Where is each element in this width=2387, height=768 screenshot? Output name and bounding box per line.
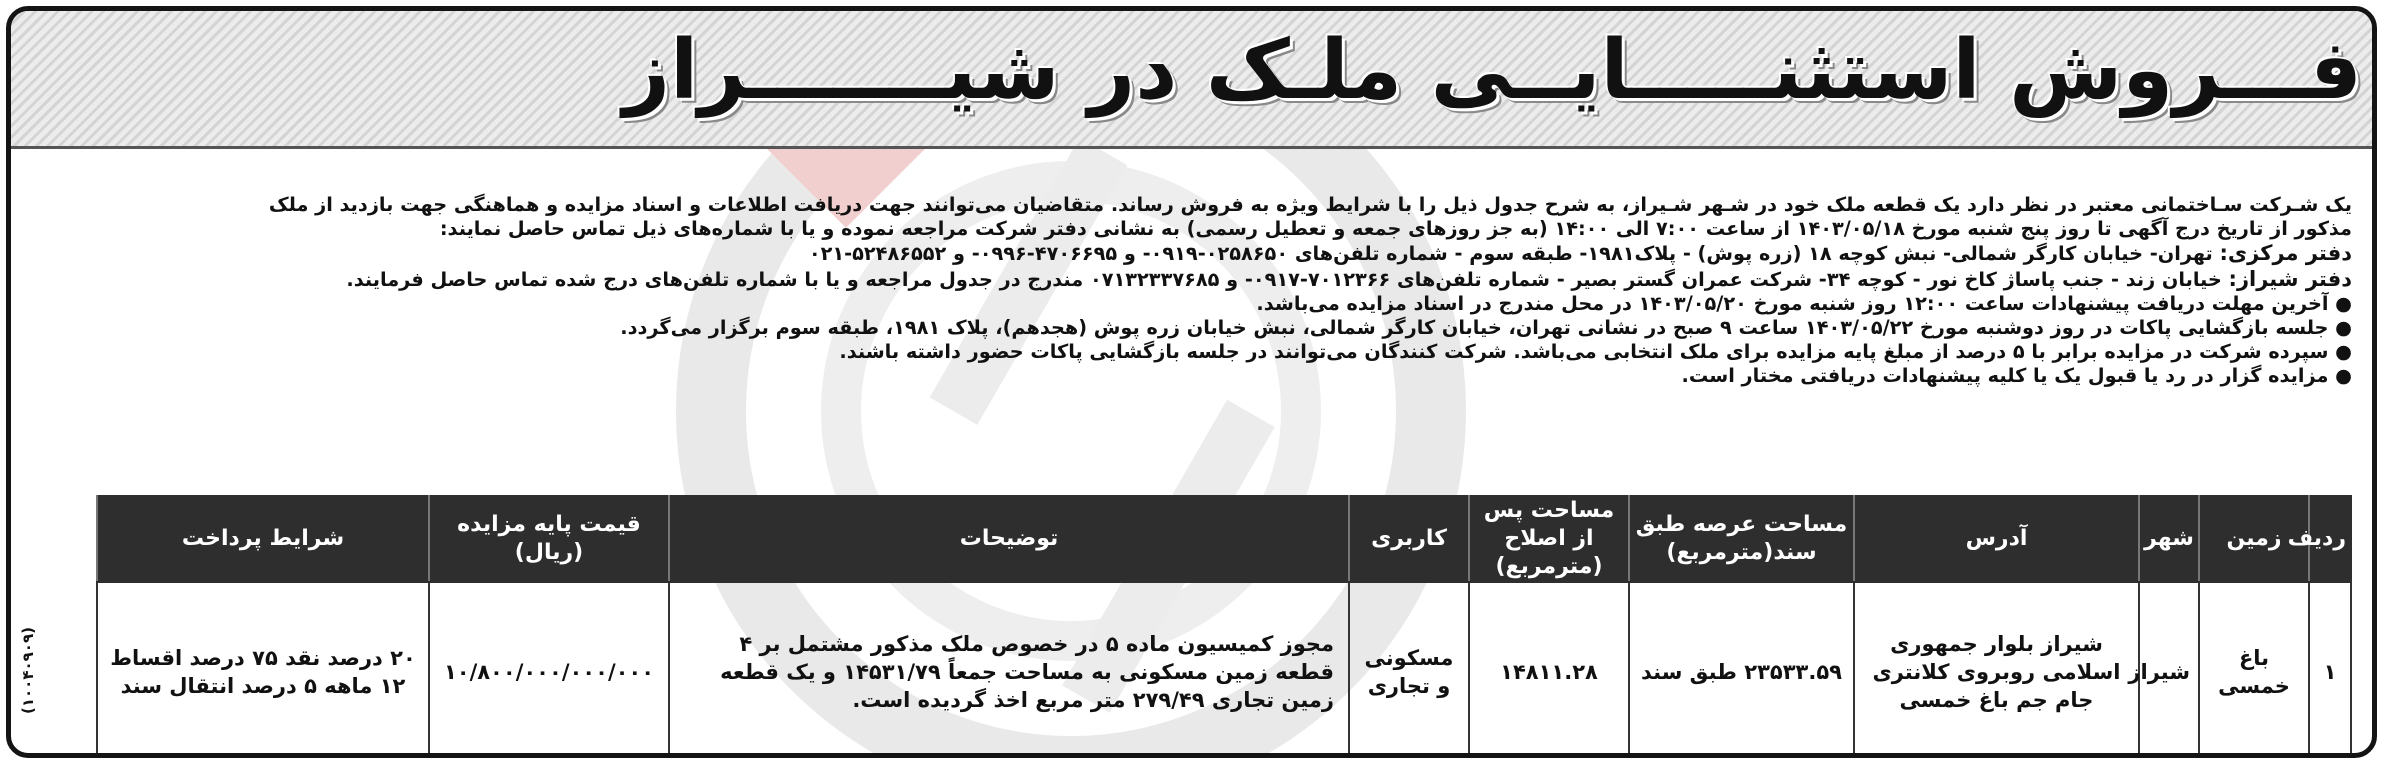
cell-row-number: ۱ <box>2309 582 2351 758</box>
cell-payment-terms: ۲۰ درصد نقد ۷۵ درصد اقساط ۱۲ ماهه ۵ درصد انتقال سند <box>97 582 429 758</box>
advertisement-frame <box>6 6 2377 758</box>
intro-line-2: مذکور از تاریخ درج آگهی تا روز پنج شنبه مورخ ۱۴۰۳/۰۵/۱۸ از ساعت ۷:۰۰ الی ۱۴:۰۰ (به جز روزهای جمعه و تعطیل رسمی) به نشانی دفتر شرکت مراجعه نموده و یا با شماره‌های ذیل تماس حاصل نمایند: <box>439 217 2352 241</box>
cell-address: شیراز بلوار جمهوری اسلامی روبروی کلانتری جام جم باغ خمسی <box>1854 582 2139 758</box>
cell-description: مجوز کمیسیون ماده ۵ در خصوص ملک مذکور مشتمل بر ۴ قطعه زمین مسکونی به مساحت جمعاً ۱۴۵۳۱/۷۹ و یک قطعه زمین تجاری ۲۷۹/۴۹ متر مربع اخذ گردیده است. <box>669 582 1349 758</box>
property-table <box>96 495 2352 758</box>
header-payment-terms: شرایط پرداخت <box>97 496 429 582</box>
header-area-after: مساحت پس از اصلاح (مترمربع) <box>1469 496 1629 582</box>
header-row-number: ردیف <box>2309 496 2351 582</box>
bullet-deadline: ● آخرین مهلت دریافت پیشنهادات ساعت ۱۲:۰۰ روز شنبه مورخ ۱۴۰۳/۰۵/۲۰ در محل مندرج در اسناد مزایده می‌باشد. <box>1256 291 2352 315</box>
intro-line-1: یک شـرکت سـاختمانی معتبر در نظر دارد یک قطعه ملک خود در شـهر شـیراز، به شرح جدول ذیل را با شرایط ویژه به فروش رساند. متقاضیان می‌توانند جهت دریافت اطلاعات و اسناد مزایده و هماهنگی جهت بازدید از ملک <box>268 193 2352 216</box>
header-usage: کاربری <box>1349 496 1469 582</box>
cell-deed-area: ۲۳۵۳۳.۵۹ طبق سند <box>1629 582 1854 758</box>
header-deed-area: مساحت عرصه طبق سند(مترمربع) <box>1629 496 1854 582</box>
table-header-row <box>97 496 2351 582</box>
header-address: آدرس <box>1854 496 2139 582</box>
shiraz-office-line <box>32 267 2352 292</box>
table-row <box>97 582 2351 758</box>
central-office-line <box>32 241 2352 266</box>
header-land: زمین <box>2199 496 2309 582</box>
title-band <box>11 11 2377 149</box>
central-office-label: دفتر مرکزی: <box>2219 241 2352 266</box>
ad-code: (۱۰۰۴۰۹۰۹) <box>19 627 37 715</box>
cell-area-after: ۱۴۸۱۱.۲۸ <box>1469 582 1629 758</box>
header-base-price: قیمت پایه مزایده (ریال) <box>429 496 669 582</box>
shiraz-office-label: دفتر شیراز: <box>2228 266 2352 291</box>
cell-city: شیراز <box>2139 582 2199 758</box>
bullet-opening-session: ● جلسه بازگشایی پاکات در روز دوشنبه مورخ ۱۴۰۳/۰۵/۲۲ ساعت ۹ صبح در نشانی تهران، خیابان کارگر شمالی، نبش خیابان زره پوش (هجدهم)، پلاک ۱۹۸۱، طبقه سوم برگزار می‌گردد. <box>620 316 2352 340</box>
header-description: توضیحات <box>669 496 1349 582</box>
announcement-body <box>32 193 2352 389</box>
central-office-text: تهران- خیابان کارگر شمالی- نبش کوچه ۱۸ (زره پوش) - پلاک۱۹۸۱- طبقه سوم - شماره تلفن‌های ۰۲۵۸۶۵۰-۰۹۱۹- و ۴۷۰۶۶۹۵-۰۹۹۶- و ۵۲۴۸۶۵۵۲-۰۲۱ <box>808 242 2213 266</box>
cell-land: باغ خمسی <box>2199 582 2309 758</box>
cell-base-price: ۱۰/۸۰۰/۰۰۰/۰۰۰/۰۰۰ <box>429 582 669 758</box>
shiraz-office-text: خیابان زند - جنب پاساژ کاخ نور - کوچه ۳۴- شرکت عمران گستر بصیر - شماره تلفن‌های ۷۰۱۲۳۶۶-۰۹۱۷- و ۰۷۱۳۲۳۳۷۶۸۵ مندرج در جدول مراجعه و یا با شماره تلفن‌های درج شده تماس حاصل فرمایند. <box>346 267 2222 291</box>
page-title: فـــروش استثنـــــایــی ملـک در شیـــــــراز <box>622 23 2362 118</box>
bullet-rights: ● مزایده گزار در رد یا قبول یک یا کلیه پیشنهادات دریافتی مختار است. <box>1681 364 2352 388</box>
cell-usage: مسکونی و تجاری <box>1349 582 1469 758</box>
bullet-deposit: ● سپرده شرکت در مزایده برابر با ۵ درصد از مبلغ پایه مزایده برای ملک انتخابی می‌باشد. شرکت کنندگان می‌توانند در جلسه بازگشایی پاکات حضور داشته باشند. <box>839 340 2352 364</box>
header-city: شهر <box>2139 496 2199 582</box>
